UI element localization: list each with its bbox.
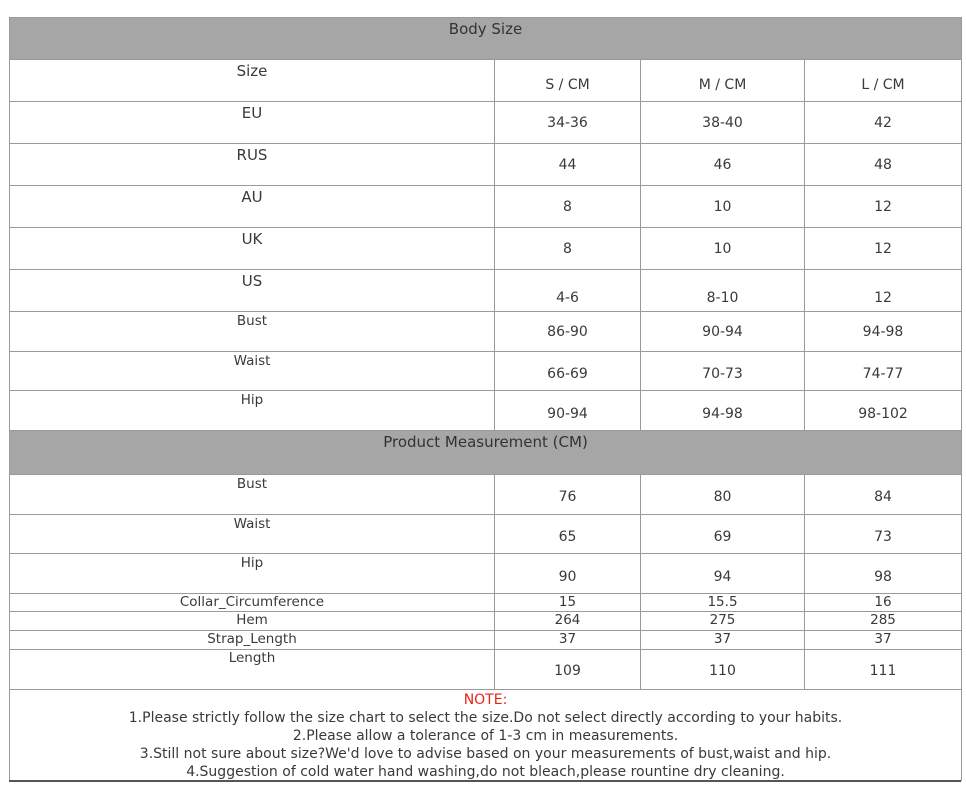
s-value: 65 (495, 515, 641, 554)
s-value: 86-90 (495, 312, 641, 352)
l-value: 12 (805, 270, 962, 312)
s-value: 44 (495, 144, 641, 186)
note-line-1: 1.Please strictly follow the size chart to select the size.Do not select directly according to your habits. (128, 710, 843, 726)
m-value: 90-94 (641, 312, 805, 352)
row-label: Length (10, 650, 495, 690)
m-value: 275 (641, 612, 805, 631)
table-row (10, 554, 962, 594)
table-row (10, 270, 962, 312)
row-label: US (10, 270, 495, 312)
note-line-4: 4.Suggestion of cold water hand washing,do not bleach,please rountine dry cleaning. (186, 764, 785, 780)
l-value: 111 (805, 650, 962, 690)
table-row (10, 186, 962, 228)
s-value: 66-69 (495, 352, 641, 391)
row-label: AU (10, 186, 495, 228)
m-value: 46 (641, 144, 805, 186)
row-label: Hip (10, 554, 495, 594)
l-value: 73 (805, 515, 962, 554)
s-value: 90-94 (495, 391, 641, 431)
l-value: 98 (805, 554, 962, 594)
m-value: 10 (641, 186, 805, 228)
m-value: 80 (641, 475, 805, 515)
row-label: Collar_Circumference (10, 594, 495, 612)
s-value: 15 (495, 594, 641, 612)
s-value: 4-6 (495, 270, 641, 312)
s-value: 37 (495, 631, 641, 650)
table-row (10, 631, 962, 650)
m-value: 69 (641, 515, 805, 554)
row-label: Waist (10, 352, 495, 391)
s-column-header: S / CM (495, 60, 641, 102)
l-value: 37 (805, 631, 962, 650)
bottom-divider (9, 780, 961, 782)
row-label: Hem (10, 612, 495, 631)
row-label: RUS (10, 144, 495, 186)
m-value: 38-40 (641, 102, 805, 144)
l-value: 285 (805, 612, 962, 631)
l-value: 16 (805, 594, 962, 612)
l-value: 84 (805, 475, 962, 515)
note-title: NOTE: (463, 692, 508, 708)
table-row (10, 612, 962, 631)
l-value: 42 (805, 102, 962, 144)
l-value: 12 (805, 186, 962, 228)
body-size-title: Body Size (10, 18, 962, 60)
row-label: Waist (10, 515, 495, 554)
note-line-3: 3.Still not sure about size?We'd love to advise based on your measurements of bust,waist and hip. (139, 746, 832, 762)
m-column-header: M / CM (641, 60, 805, 102)
l-value: 48 (805, 144, 962, 186)
m-value: 15.5 (641, 594, 805, 612)
s-value: 8 (495, 228, 641, 270)
body-size-column-header-row (10, 60, 962, 102)
table-row (10, 475, 962, 515)
size-column-header: Size (10, 60, 495, 102)
s-value: 109 (495, 650, 641, 690)
l-value: 94-98 (805, 312, 962, 352)
note-line-2: 2.Please allow a tolerance of 1-3 cm in measurements. (292, 728, 679, 744)
s-value: 34-36 (495, 102, 641, 144)
row-label: Bust (10, 312, 495, 352)
body-size-section-header (10, 18, 962, 60)
notes-cell (10, 690, 962, 782)
row-label: Hip (10, 391, 495, 431)
s-value: 8 (495, 186, 641, 228)
table-row (10, 391, 962, 431)
l-value: 74-77 (805, 352, 962, 391)
table-row (10, 312, 962, 352)
s-value: 76 (495, 475, 641, 515)
s-value: 90 (495, 554, 641, 594)
table-row (10, 228, 962, 270)
l-value: 12 (805, 228, 962, 270)
m-value: 37 (641, 631, 805, 650)
table-row (10, 650, 962, 690)
table-row (10, 102, 962, 144)
m-value: 8-10 (641, 270, 805, 312)
m-value: 10 (641, 228, 805, 270)
row-label: Strap_Length (10, 631, 495, 650)
table-row (10, 144, 962, 186)
row-label: UK (10, 228, 495, 270)
l-value: 98-102 (805, 391, 962, 431)
l-column-header: L / CM (805, 60, 962, 102)
table-row (10, 515, 962, 554)
m-value: 94-98 (641, 391, 805, 431)
table-row (10, 352, 962, 391)
product-measurement-title: Product Measurement (CM) (10, 431, 962, 475)
s-value: 264 (495, 612, 641, 631)
product-measurement-section-header (10, 431, 962, 475)
notes-row (10, 690, 962, 782)
row-label: EU (10, 102, 495, 144)
m-value: 70-73 (641, 352, 805, 391)
m-value: 94 (641, 554, 805, 594)
size-chart-table (9, 17, 962, 781)
table-row (10, 594, 962, 612)
row-label: Bust (10, 475, 495, 515)
m-value: 110 (641, 650, 805, 690)
